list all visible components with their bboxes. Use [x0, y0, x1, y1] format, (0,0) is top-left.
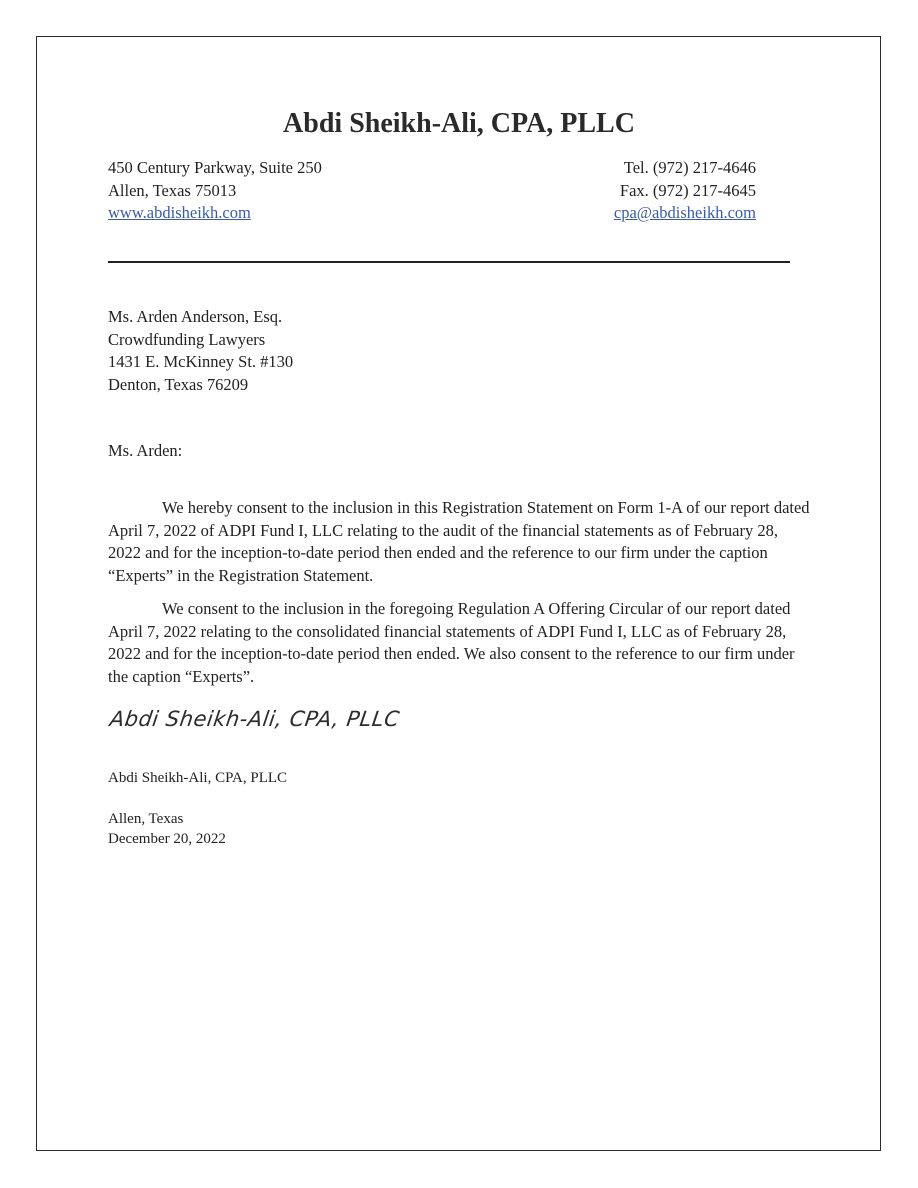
- firm-title: Abdi Sheikh-Ali, CPA, PLLC: [283, 108, 635, 139]
- body-paragraph-2: We consent to the inclusion in the foregoing Regulation A Offering Circular of our report dated April 7, 2022 relating to the consolidated financial statements of ADPI Fund I, LLC as of February 28, 2022 and for the inception-to-date period then ended. We also consent to the reference to our firm under the caption “Experts”.: [108, 599, 795, 686]
- place-and-date: [108, 809, 226, 849]
- handwritten-signature: Abdi Sheikh-Ali, CPA, PLLC: [108, 707, 402, 731]
- recipient-name: Ms. Arden Anderson, Esq.: [108, 307, 283, 326]
- recipient-street: 1431 E. McKinney St. #130: [108, 352, 294, 371]
- signing-location: Allen, Texas: [108, 811, 184, 827]
- firm-contact-block: [614, 157, 756, 225]
- email-link[interactable]: cpa@abdisheikh.com: [613, 203, 756, 222]
- signing-date: December 20, 2022: [108, 831, 226, 847]
- recipient-company: Crowdfunding Lawyers: [108, 329, 266, 349]
- recipient-address: [108, 306, 293, 396]
- address-line-2: Allen, Texas 75013: [108, 180, 237, 200]
- website-link[interactable]: www.abdisheikh.com: [108, 203, 251, 222]
- letterhead-divider: [108, 261, 790, 263]
- address-line-1: 450 Century Parkway, Suite 250: [108, 158, 322, 177]
- salutation: Ms. Arden:: [108, 441, 183, 460]
- phone-number: Tel. (972) 217-4646: [623, 158, 756, 177]
- signer-name: Abdi Sheikh-Ali, CPA, PLLC: [108, 770, 288, 786]
- firm-address-block: [108, 157, 322, 225]
- recipient-city: Denton, Texas 76209: [108, 374, 249, 394]
- body-paragraph-1: We hereby consent to the inclusion in this Registration Statement on Form 1-A of our report dated April 7, 2022 of ADPI Fund I, LLC relating to the audit of the financial statements as of February 28, 2022 and for the inception-to-date period then ended and the reference to our firm under the caption “Experts” in the Registration Statement.: [108, 498, 810, 585]
- fax-number: Fax. (972) 217-4645: [619, 180, 756, 200]
